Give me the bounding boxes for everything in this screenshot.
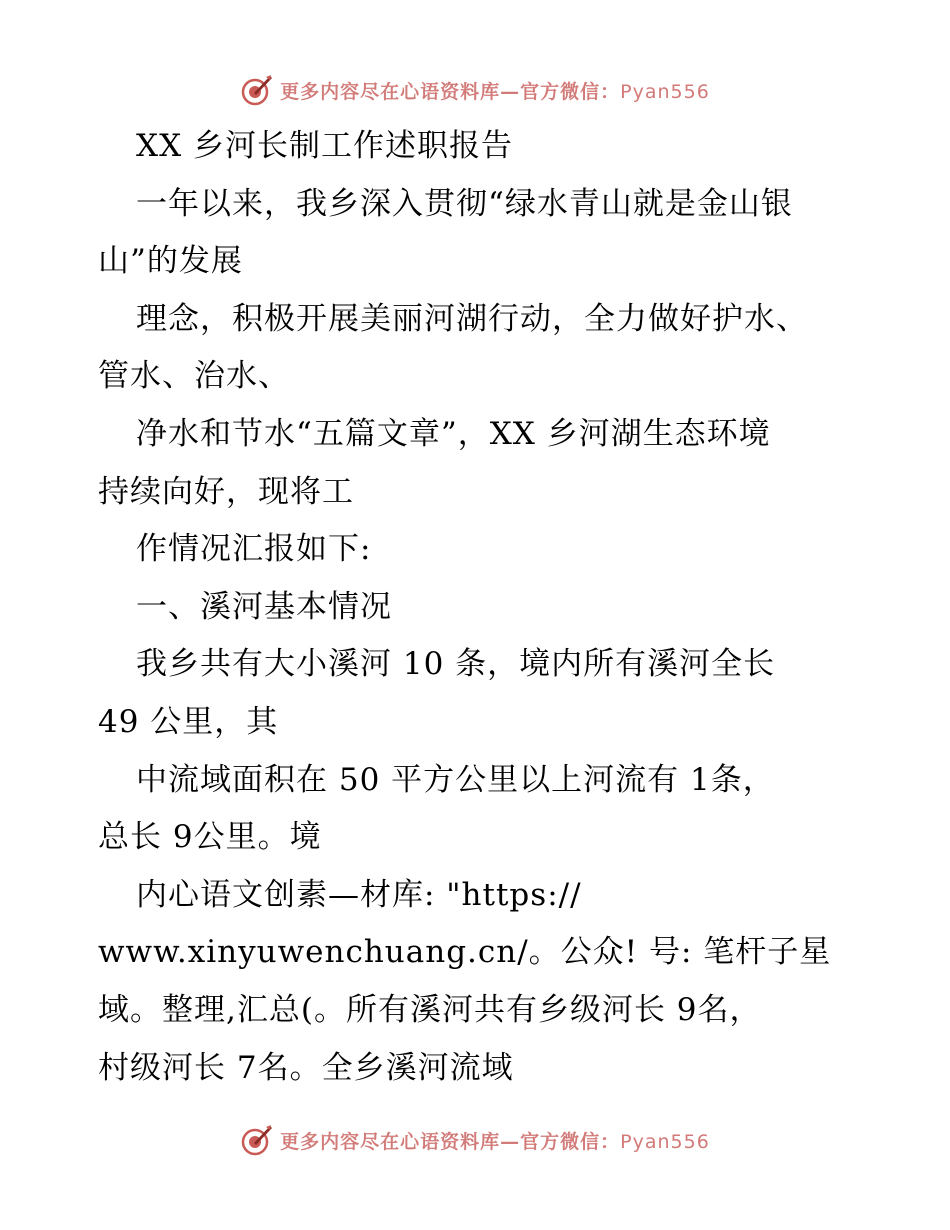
- document-line: 作情况汇报如下:: [136, 531, 372, 568]
- document-line: 山”的发展: [98, 243, 243, 280]
- document-line: 理念，积极开展美丽河湖行动，全力做好护水、: [136, 300, 808, 337]
- document-line: 49 公里，其: [98, 703, 279, 740]
- quill-pen-logo-icon: [240, 73, 274, 107]
- header-watermark: [0, 70, 950, 110]
- document-line: www.xinyuwenchuang.cn/。公众! 号: 笔杆子星: [98, 934, 832, 971]
- document-line: 域。整理,汇总(。所有溪河共有乡级河长 9名，: [98, 991, 762, 1028]
- watermark-text-cn: 更多内容尽在心语资料库—官方微信：: [280, 80, 621, 103]
- document-line: 管水、治水、: [98, 358, 290, 395]
- document-line: 内心语文创素—材库: "https://: [136, 876, 582, 913]
- document-body: [98, 118, 858, 1097]
- document-line: 总长 9公里。境: [98, 819, 322, 856]
- document-line: 我乡共有大小溪河 10 条，境内所有溪河全长: [136, 646, 776, 683]
- document-line: 净水和节水“五篇文章”，XX 乡河湖生态环境: [136, 415, 771, 452]
- document-line: 村级河长 7名。全乡溪河流域: [98, 1049, 514, 1086]
- document-line: 一年以来，我乡深入贯彻“绿水青山就是金山银: [136, 185, 793, 222]
- document-title: XX 乡河长制工作述职报告: [136, 128, 513, 164]
- watermark-text: [280, 77, 710, 104]
- quill-pen-logo-icon: [240, 1123, 274, 1157]
- section-heading: 一、溪河基本情况: [136, 588, 392, 625]
- watermark-text-cn: 更多内容尽在心语资料库—官方微信：: [280, 1130, 621, 1153]
- document-line: 中流域面积在 50 平方公里以上河流有 1条，: [136, 761, 775, 798]
- watermark-text-latin: Pyan556: [620, 80, 710, 103]
- footer-watermark: [0, 1120, 950, 1160]
- watermark-text-latin: Pyan556: [620, 1130, 710, 1153]
- watermark-text: [280, 1127, 710, 1154]
- document-line: 持续向好，现将工: [98, 473, 354, 510]
